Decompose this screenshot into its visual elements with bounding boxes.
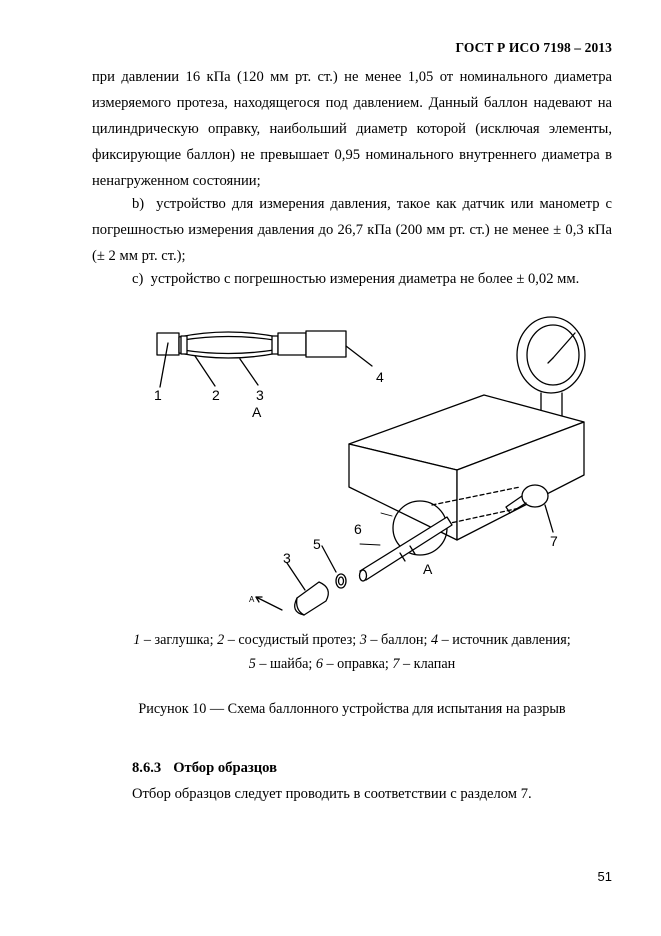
label-detail-a-top: А bbox=[252, 404, 262, 420]
label-5: 5 bbox=[313, 536, 321, 552]
label-2: 2 bbox=[212, 387, 220, 403]
list-marker-c: c) bbox=[132, 271, 144, 287]
list-marker-b: b) bbox=[132, 196, 145, 212]
section-title: Отбор образцов bbox=[173, 760, 277, 776]
paragraph-balloon-description: при давлении 16 кПа (120 мм рт. ст.) не менее 1,05 от номинального диаметра измеряемого протеза, находящегося под давлением. Данный баллон надевают на цилиндрическую оправку, наибольший диаметр которой (исключая элементы, фиксирующие баллон) не превышает 0,95 номинального внутреннего диаметра в ненагруженном состоянии; bbox=[92, 69, 612, 189]
mandrel bbox=[360, 513, 453, 581]
list-text-c: устройство с погрешностью измерения диаметра не более ± 0,02 мм. bbox=[150, 271, 580, 287]
label-7: 7 bbox=[550, 533, 558, 549]
label-detail-a-circle: А bbox=[423, 561, 433, 577]
section-text: Отбор образцов следует проводить в соответствии с разделом 7. bbox=[132, 786, 532, 802]
label-arrow-a: A bbox=[249, 595, 255, 604]
label-1: 1 bbox=[154, 387, 162, 403]
housing-block bbox=[349, 395, 584, 540]
figure-legend-line-2: 5 – шайба; 6 – оправка; 7 – клапан bbox=[248, 656, 456, 672]
running-header: ГОСТ Р ИСО 7198 – 2013 bbox=[455, 40, 612, 55]
section-number: 8.6.3 bbox=[132, 760, 162, 776]
page-number: 51 bbox=[597, 869, 612, 884]
label-3-balloon: 3 bbox=[283, 550, 291, 566]
label-3: 3 bbox=[256, 387, 264, 403]
section-heading bbox=[132, 760, 277, 777]
figure-legend-line-1: 1 – заглушка; 2 – сосудистый протез; 3 – баллон; 4 – источник давления; bbox=[133, 632, 571, 648]
balloon bbox=[256, 563, 328, 615]
figure-caption: Рисунок 10 — Схема баллонного устройства для испытания на разрыв bbox=[138, 701, 566, 717]
label-6: 6 bbox=[354, 521, 362, 537]
detail-a-tube-assembly bbox=[157, 331, 372, 387]
washer bbox=[322, 546, 346, 588]
label-4: 4 bbox=[376, 369, 384, 385]
list-text-b: устройство для измерения давления, такое как датчик или манометр с погрешностью измерения давления до 26,7 кПа (200 мм рт. ст.) не менее ± 0,3 кПа (± 2 мм рт. ст.); bbox=[92, 196, 612, 264]
